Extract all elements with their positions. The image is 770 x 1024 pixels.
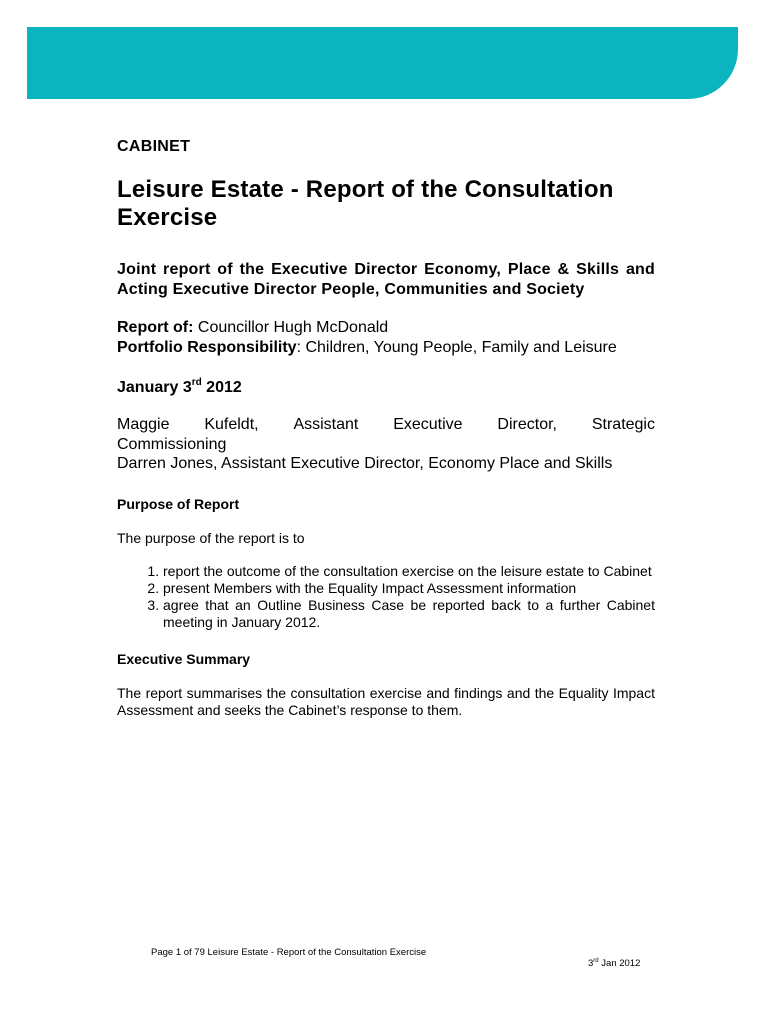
author-1-word: Kufeldt, [204,416,259,433]
author-1-continuation: Commissioning [117,435,227,453]
footer-page-info: Page 1 of 79 Leisure Estate - Report of the Consultation Exercise [151,947,427,958]
header-banner [27,27,738,99]
purpose-intro: The purpose of the report is to [117,529,305,546]
executive-summary-heading: Executive Summary [117,650,251,667]
author-1-line [117,415,655,435]
author-1-word: Maggie [117,416,170,433]
author-2: Darren Jones, Assistant Executive Director, Economy Place and Skills [117,455,613,472]
document-body [117,138,655,719]
footer-date-day: 3 [588,958,594,969]
footer-date-ordinal: rd [593,958,599,964]
portfolio-value: : Children, Young People, Family and Leisure [296,338,617,356]
report-of [117,318,655,338]
section-label: CABINET [117,138,191,155]
author-1-word: Strategic [591,416,655,433]
date-prefix: January 3 [117,379,192,396]
portfolio [117,338,655,358]
list-item: 3. agree that an Outline Business Case be reported back to a further Cabinet meeting in January 2012. [163,597,655,631]
author-1-word: Executive [393,416,463,433]
page-title: Leisure Estate - Report of the Consultation Exercise [117,176,614,231]
executive-summary-text: The report summarises the consultation exercise and findings and the Equality Impact Assessment and seeks the Cabinet’s response to them. [117,684,655,718]
portfolio-label: Portfolio Responsibility [117,338,297,356]
date-year: 2012 [201,379,242,396]
report-date [117,379,655,397]
purpose-list [117,563,655,631]
footer-date-rest: Jan 2012 [598,958,641,969]
author-1-word: Assistant [293,416,359,433]
date-ordinal: rd [191,377,202,388]
report-of-label: Report of: [117,319,194,336]
joint-report-heading: Joint report of the Executive Director Economy, Place & Skills and Acting Executive Director People, Communities and Society [117,261,655,298]
purpose-heading: Purpose of Report [117,495,240,512]
authors [117,415,655,474]
list-item: 1. report the outcome of the consultation exercise on the leisure estate to Cabinet [163,563,655,580]
footer-date [588,958,640,969]
report-of-value: Councillor Hugh McDonald [193,319,389,336]
author-1-word: Director, [497,416,557,433]
list-item: 2. present Members with the Equality Impact Assessment information [163,580,655,597]
